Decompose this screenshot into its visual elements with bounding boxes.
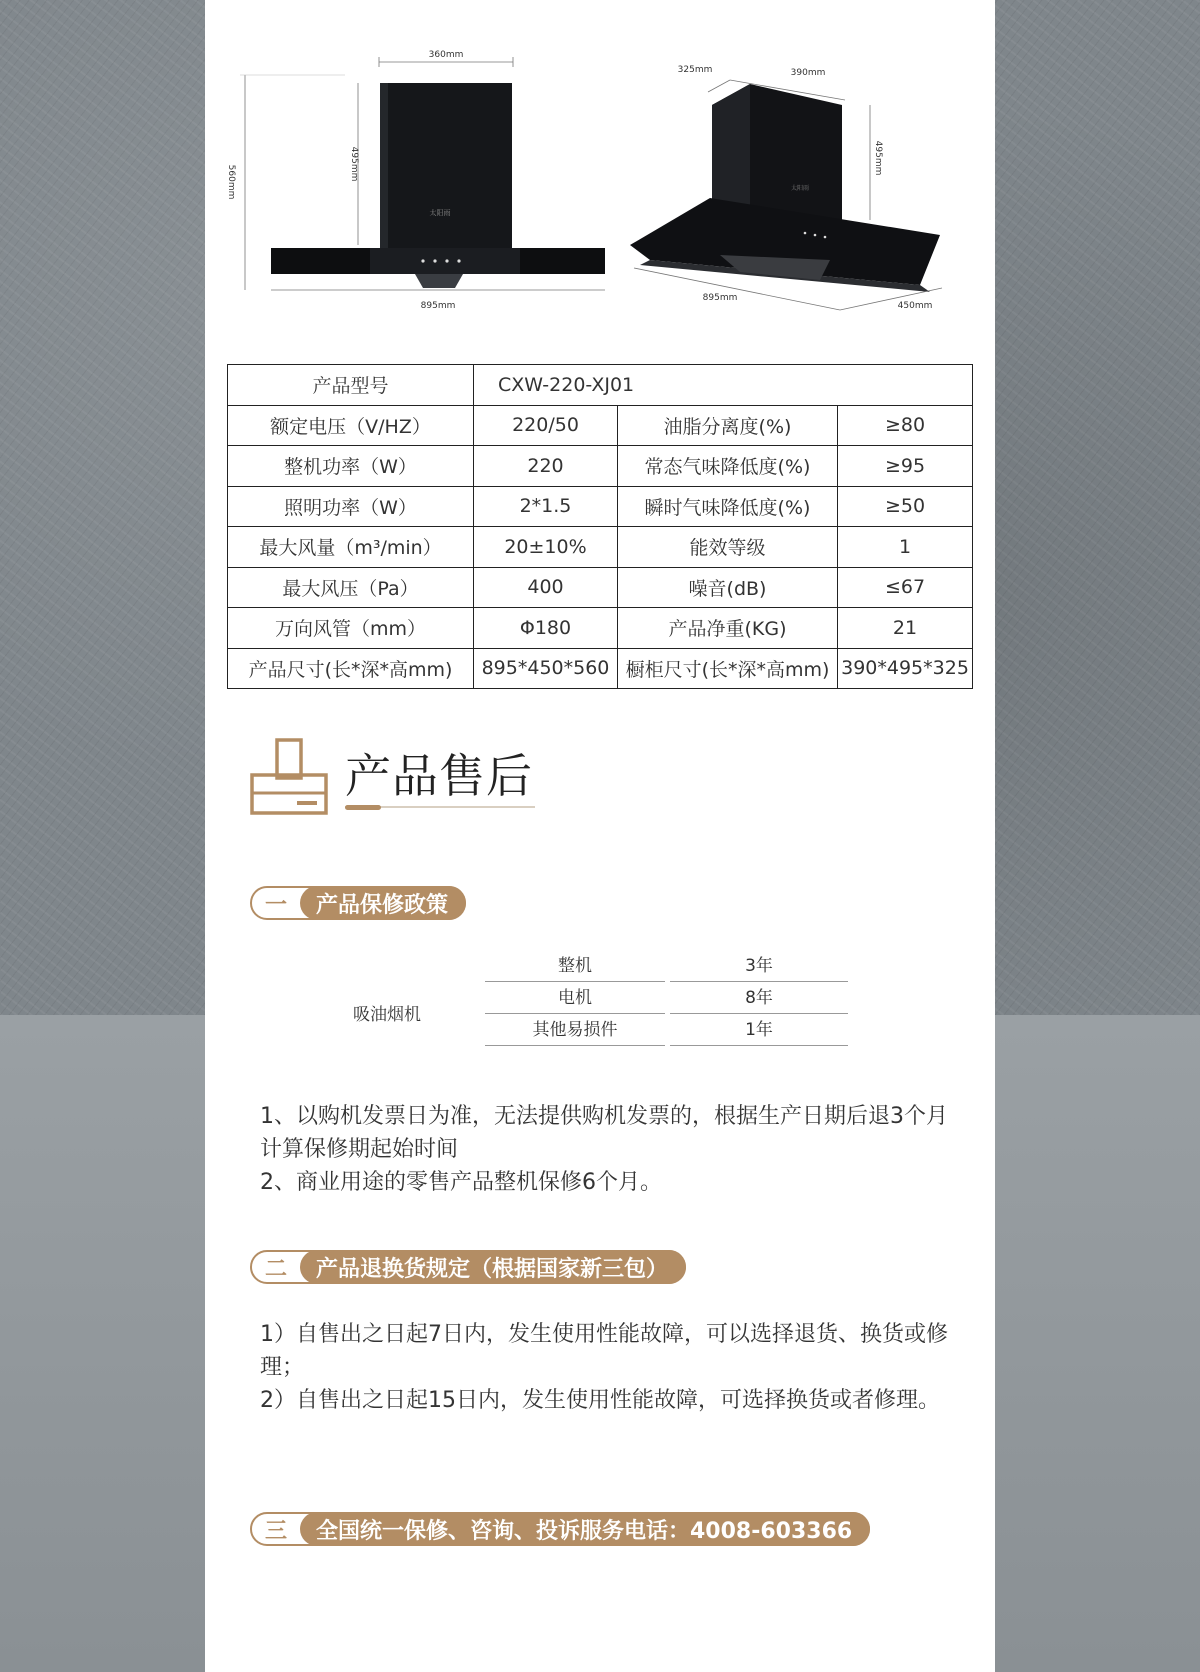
spec-key: 产品尺寸(长*深*高mm): [228, 648, 474, 689]
spec-key: 最大风压（Pa）: [228, 567, 474, 608]
dim-front-height-body: 495mm: [349, 146, 359, 182]
section3-heading: [250, 1512, 870, 1546]
note-text: 2）自售出之日起15日内，发生使用性能故障，可选择换货或者修理。: [260, 1388, 940, 1413]
spec-value: Φ180: [474, 608, 618, 649]
spec-key: 噪音(dB): [618, 567, 838, 608]
spec-key: 最大风量（m³/min）: [228, 527, 474, 568]
content-panel: [205, 0, 995, 1672]
spec-model-label: 产品型号: [228, 365, 474, 406]
section1-heading: [250, 886, 466, 920]
spec-value: 895*450*560: [474, 648, 618, 689]
dim-side-depth-bottom: 450mm: [897, 301, 933, 311]
spec-key: 油脂分离度(%): [618, 405, 838, 446]
spec-value: 390*495*325: [838, 648, 973, 689]
warranty-period: 1年: [670, 1015, 848, 1046]
dim-side-height-body: 495mm: [873, 140, 883, 176]
section1-label: 产品保修政策: [300, 886, 466, 920]
spec-row: [228, 648, 973, 689]
note-text: 1）自售出之日起7日内，发生使用性能故障，可以选择退货、换货或修理；: [260, 1322, 948, 1380]
spec-row: [228, 486, 973, 527]
warranty-part: 其他易损件: [485, 1015, 665, 1046]
side-brand-logo: 太阳雨: [790, 185, 810, 192]
warranty-period: 8年: [670, 983, 848, 1014]
spec-row: [228, 608, 973, 649]
range-hood-icon: [249, 737, 329, 815]
spec-value: 21: [838, 608, 973, 649]
warranty-part: 电机: [485, 983, 665, 1014]
spec-key: 瞬时气味降低度(%): [618, 486, 838, 527]
spec-key: 万向风管（mm）: [228, 608, 474, 649]
spec-row-model: [228, 365, 973, 406]
spec-value: 20±10%: [474, 527, 618, 568]
spec-value: 220/50: [474, 405, 618, 446]
dim-front-width-bottom: 895mm: [420, 301, 456, 311]
dim-front-width-top: 360mm: [428, 50, 464, 60]
warranty-product: 吸油烟机: [353, 1005, 421, 1025]
front-view-diagram: [215, 40, 605, 320]
spec-value: ≥80: [838, 405, 973, 446]
section1-number: 一: [264, 892, 287, 918]
note-text: 2、商业用途的零售产品整机保修6个月。: [260, 1170, 662, 1195]
after-sales-title: 产品售后: [345, 749, 533, 803]
spec-key: 产品净重(KG): [618, 608, 838, 649]
section2-number: 二: [264, 1256, 287, 1282]
spec-key: 能效等级: [618, 527, 838, 568]
spec-value: ≥95: [838, 446, 973, 487]
dim-side-width-top: 390mm: [790, 68, 826, 78]
spec-value: ≤67: [838, 567, 973, 608]
spec-key: 常态气味降低度(%): [618, 446, 838, 487]
spec-value: 400: [474, 567, 618, 608]
perspective-view-diagram: [620, 50, 980, 320]
warranty-period: 3年: [670, 951, 848, 982]
dim-side-width-bottom: 895mm: [702, 293, 738, 303]
front-brand-logo: 太阳雨: [429, 209, 451, 217]
spec-key: 橱柜尺寸(长*深*高mm): [618, 648, 838, 689]
section3-number: 三: [264, 1518, 287, 1544]
section2-notes: [260, 1318, 960, 1417]
spec-row: [228, 567, 973, 608]
note-text: 1、以购机发票日为准，无法提供购机发票的，根据生产日期后退3个月计算保修期起始时间: [260, 1104, 948, 1162]
spec-value: ≥50: [838, 486, 973, 527]
spec-value: 220: [474, 446, 618, 487]
spec-value: 2*1.5: [474, 486, 618, 527]
spec-row: [228, 527, 973, 568]
spec-key: 照明功率（W）: [228, 486, 474, 527]
section2-heading: [250, 1250, 686, 1284]
spec-row: [228, 405, 973, 446]
spec-table: [227, 364, 973, 689]
spec-value: 1: [838, 527, 973, 568]
spec-key: 额定电压（V/HZ）: [228, 405, 474, 446]
service-hotline: 全国统一保修、咨询、投诉服务电话：4008-603366: [300, 1512, 870, 1546]
dim-front-height-total: 560mm: [226, 164, 236, 200]
section1-notes: [260, 1100, 960, 1199]
spec-key: 整机功率（W）: [228, 446, 474, 487]
spec-row: [228, 446, 973, 487]
section2-label: 产品退换货规定（根据国家新三包）: [300, 1250, 686, 1284]
title-underline-accent: [345, 805, 381, 810]
spec-model-value: CXW-220-XJ01: [474, 365, 973, 406]
warranty-part: 整机: [485, 951, 665, 982]
dim-side-depth-top: 325mm: [677, 65, 713, 75]
